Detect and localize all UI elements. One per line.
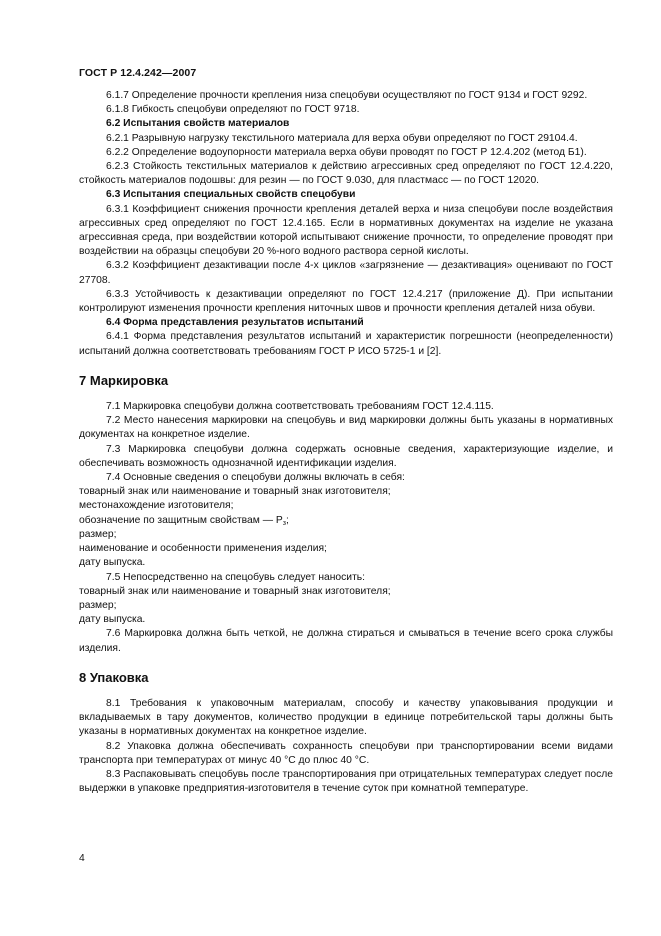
paragraph-6-2-2: 6.2.2 Определение водоупорности материала верха обуви проводят по ГОСТ Р 12.4.202 (метод Б1). [106, 146, 587, 158]
document-header: ГОСТ Р 12.4.242—2007 [79, 67, 197, 79]
paragraph-6-4-1: 6.4.1 Форма представления результатов испытаний и характеристик погрешности (неопределенности) испытаний должна соответствовать требованиям ГОСТ Р ИСО 5725-1 и [2]. [79, 331, 613, 357]
list-item-7-4-2: местонахождение изготовителя; [79, 500, 234, 512]
list-item-7-5-2: размер; [79, 599, 117, 611]
subsection-heading-6-4: 6.4 Форма представления результатов испытаний [106, 317, 364, 329]
subsection-heading-6-2: 6.2 Испытания свойств материалов [106, 118, 290, 130]
paragraph-7-4: 7.4 Основные сведения о спецобуви должны включать в себя: [106, 472, 405, 484]
paragraph-7-2: 7.2 Место нанесения маркировки на спецобувь и вид маркировки должны быть указаны в нормативных документах на конкретное изделие. [79, 415, 613, 441]
paragraph-7-1: 7.1 Маркировка спецобуви должна соответствовать требованиям ГОСТ 12.4.115. [106, 401, 494, 413]
paragraph-8-3: 8.3 Распаковывать спецобувь после транспортирования при отрицательных температурах следует после выдержки в упаковке предприятия-изготовителя в течение суток при комнатной температуре. [79, 768, 613, 795]
page-number: 4 [79, 853, 85, 864]
paragraph-6-2-3: 6.2.3 Стойкость текстильных материалов к действию агрессивных сред определяют по ГОСТ 12.4.220, стойкость материалов подошвы: для резин — по ГОСТ 9.030, для пластмасс — по ГОСТ 12020. [79, 161, 613, 187]
paragraph-6-1-7: 6.1.7 Определение прочности крепления низа спецобуви осуществляют по ГОСТ 9134 и ГОСТ 9292. [106, 90, 588, 101]
list-item-7-4-3-text: обозначение по защитным свойствам — Р [79, 514, 283, 526]
paragraph-7-5: 7.5 Непосредственно на спецобувь следует наносить: [106, 571, 366, 583]
list-item-7-5-3: дату выпуска. [79, 614, 146, 626]
list-item-7-4-4: размер; [79, 528, 117, 540]
protection-subscript: з [282, 519, 286, 527]
section-title-7: 7 Маркировка [79, 372, 169, 388]
paragraph-6-3-2: 6.3.2 Коэффициент дезактивации после 4-х циклов «загрязнение — дезактивация» оценивают по ГОСТ 27708. [79, 260, 613, 286]
section-title-8: 8 Упаковка [79, 669, 149, 685]
paragraph-7-6: 7.6 Маркировка должна быть четкой, не должна стираться и смываться в течение всего срока службы изделия. [79, 628, 613, 654]
paragraph-6-2-1: 6.2.1 Разрывную нагрузку текстильного материала для верха обуви определяют по ГОСТ 29104.4. [106, 132, 578, 144]
list-item-7-4-5: наименование и особенности применения изделия; [79, 543, 327, 555]
subsection-heading-6-3: 6.3 Испытания специальных свойств спецобуви [106, 189, 356, 201]
paragraph-7-3: 7.3 Маркировка спецобуви должна содержать основные сведения, характеризующие изделие, и обеспечивать возможность однозначной идентификации изделия. [79, 443, 613, 469]
list-item-7-4-6: дату выпуска. [79, 557, 146, 569]
paragraph-8-2: 8.2 Упаковка должна обеспечивать сохранность спецобуви при транспортировании всеми видами транспорта при температурах от минус 40 °С до плюс 40 °С. [79, 740, 613, 766]
paragraph-6-1-8: 6.1.8 Гибкость спецобуви определяют по ГОСТ 9718. [106, 104, 360, 116]
list-item-7-4-1: товарный знак или наименование и товарный знак изготовителя; [79, 486, 391, 498]
paragraph-8-1: 8.1 Требования к упаковочным материалам, способу и качеству упаковывания продукции и вкладываемых в тару документов, количество продукции в единице потребительской тары должны быть указаны в нормативных документах на конкретное изделие. [79, 697, 613, 738]
list-item-7-5-1: товарный знак или наименование и товарный знак изготовителя; [79, 585, 391, 597]
list-item-7-4-3-suffix: ; [285, 514, 289, 526]
paragraph-6-3-1: 6.3.1 Коэффициент снижения прочности крепления деталей верха и низа спецобуви после воздействия агрессивных сред определяют по ГОСТ 12.4.165. Если в нормативных документах на изделие не указана агрессивная среда, при воздействии которой испытывают снижение прочности, то определение проводят при воздействии на образцы спецобуви 20 %-ного водного раствора серной кислоты. [79, 203, 613, 258]
paragraph-6-3-3: 6.3.3 Устойчивость к дезактивации определяют по ГОСТ 12.4.217 (приложение Д). При испытании контролируют изменения прочности крепления ниточных швов и прочности крепления деталей низа обуви. [79, 288, 613, 315]
list-item-7-4-3 [79, 514, 613, 528]
document-body [79, 89, 613, 796]
